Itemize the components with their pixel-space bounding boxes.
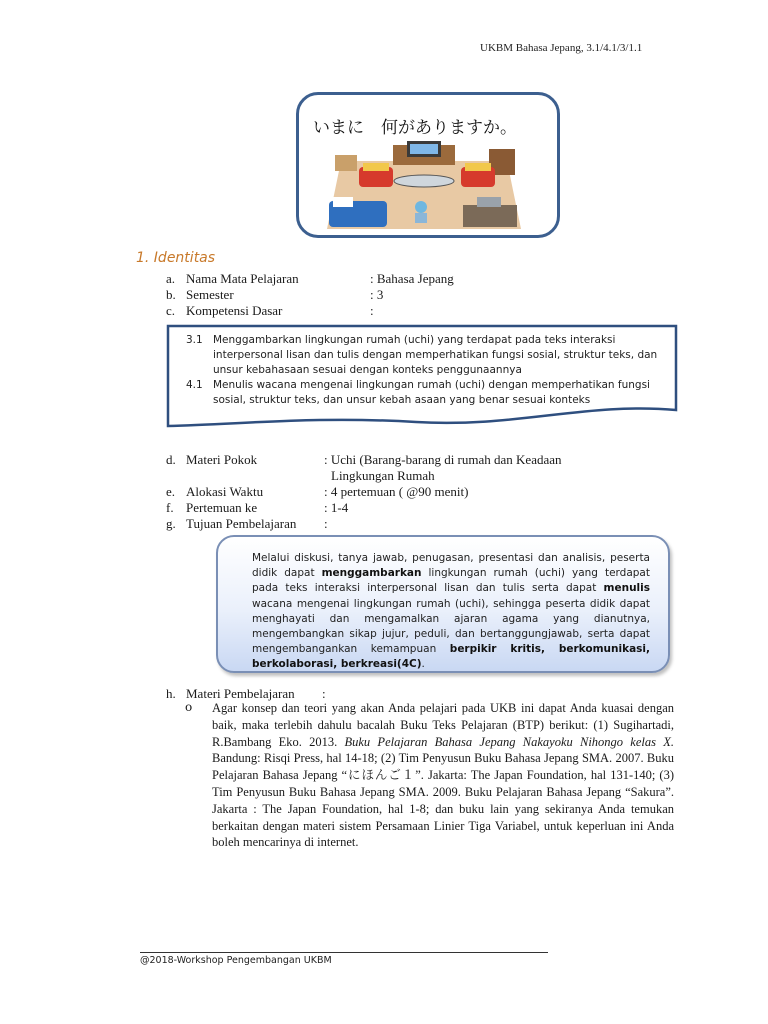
kd-number-3-1: 3.1 (186, 334, 203, 346)
identitas-letter-b: b. (166, 287, 176, 302)
materi-paragraph: Agar konsep dan teori yang akan Anda pelajari pada UKB ini dapat Anda kuasai dengan baik, maka terlebih dahulu bacalah Buku Teks Pelajaran (BTP) berikut: (1) Sugihartadi, R.Bambang Eko. 2013. Buku Pelajaran Bahasa Jepang Nakayoku Nihongo kelas X. Bandung: Risqi Press, hal 14-18; (2) Tim Penyusun Buku Bahasa Jepang SMA. 2007. Buku Pelajaran Bahasa Jepang “にほんご１”. Jakarta: The Japan Foundation, hal 131-140; (3) Tim Penyusun Buku Bahasa Jepang SMA. 2009. Buku Pelajaran Bahasa Jepang “Sakura”. Jakarta : The Japan Foundation, hal 1-8; dan buku lain yang sekiranya Anda temukan berkaitan dengan materi sistem Persamaan Linier Tiga Variabel, untuk keperluan ini Anda boleh mencarinya di internet. (212, 701, 674, 850)
identitas-value-e: : 4 pertemuan ( @90 menit) (324, 484, 469, 499)
identitas-label-a: Nama Mata Pelajaran (186, 271, 299, 286)
section-title-identitas: 1. Identitas (136, 250, 216, 266)
identitas-label-g: Tujuan Pembelajaran (186, 516, 297, 531)
footer-text: @2018-Workshop Pengembangan UKBM (140, 955, 332, 966)
kd-number-4-1: 4.1 (186, 379, 203, 391)
identitas-letter-d: d. (166, 452, 176, 467)
room-illustration (321, 141, 527, 231)
kd-text-4-1: Menulis wacana mengenai lingkungan rumah (uchi) dengan memperhatikan fungsi sosial, struktur teks, dan unsur kebah asaan yang benar sesuai konteks (213, 379, 650, 406)
tujuan-paragraph: Melalui diskusi, tanya jawab, penugasan, presentasi dan analisis, peserta didik dapat menggambarkan lingkungan rumah (uchi) yang terdapat pada teks interaksi interpersonal lisan dan tulis serta dapat menulis wacana mengenai lingkungan rumah (uchi), sehingga peserta didik dapat menghayati dan mengamalkan ajaran agama yang dianutnya, mengembangkan sikap jujur, peduli, dan bertanggungjawab, serta dapat mengembangankan kemampuan berpikir kritis, berkomunikasi, berkolaborasi, berkreasi(4C). (252, 552, 650, 671)
identitas-label-e: Alokasi Waktu (186, 484, 264, 499)
identitas-label-c: Kompetensi Dasar (186, 303, 283, 318)
identitas-value-f: : 1-4 (324, 500, 349, 515)
page-header: UKBM Bahasa Jepang, 3.1/4.1/3/1.1 (480, 42, 643, 54)
identitas-letter-g: g. (166, 516, 176, 531)
identitas-value-b: : 3 (370, 287, 384, 302)
footer-divider (140, 952, 548, 953)
identitas-label-f: Pertemuan ke (186, 500, 258, 515)
materi-bullet: o (185, 700, 193, 714)
identitas-value-d: : Uchi (Barang-barang di rumah dan Keadaan (324, 452, 562, 467)
materi-label: Materi Pembelajaran (186, 686, 295, 701)
identitas-letter-c: c. (166, 303, 176, 318)
identitas-letter-e: e. (166, 484, 176, 499)
identitas-value-c: : (370, 303, 374, 318)
identitas-value-d-line2: Lingkungan Rumah (331, 468, 435, 483)
identitas-label-d: Materi Pokok (186, 452, 258, 467)
materi-colon: : (322, 686, 326, 701)
japanese-title: いまに 何がありますか。 (313, 118, 517, 138)
tujuan-pembelajaran-box (216, 535, 670, 673)
identitas-label-b: Semester (186, 287, 234, 302)
identitas-value-g: : (324, 516, 328, 531)
materi-letter: h. (166, 686, 176, 701)
identitas-letter-a: a. (166, 271, 176, 286)
identitas-value-a: : Bahasa Jepang (370, 271, 454, 286)
title-callout-box (296, 92, 560, 238)
identitas-letter-f: f. (166, 500, 174, 515)
kd-text-3-1: Menggambarkan lingkungan rumah (uchi) yang terdapat pada teks interaksi interpersonal lisan dan tulis dengan memperhatikan fungsi sosial, struktur teks, dan unsur kebahasaan sesuai dengan konteks penggunaannya (213, 334, 658, 376)
kompetensi-dasar-box (166, 324, 678, 428)
